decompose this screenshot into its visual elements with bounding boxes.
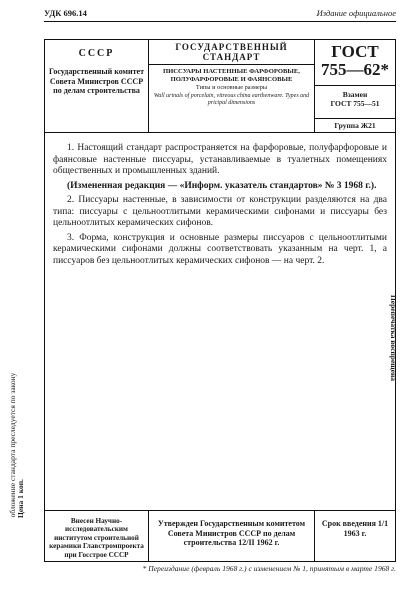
header-table: [44, 39, 396, 133]
replace-block: [315, 90, 395, 108]
left-vertical-note: обложение стандарта преследуется по закону: [8, 372, 17, 518]
footer-introduced: Внесен Научно-исследовательским институтом строительной керамики Главстромпроекта при Госстрое СССР: [45, 511, 149, 561]
replace-label: Взамен: [342, 90, 368, 99]
ussr-label: СССР: [78, 48, 115, 59]
top-rule: [44, 21, 396, 22]
gost-number: 755—62*: [321, 60, 389, 79]
types-label: Типы и основные размеры: [195, 84, 268, 92]
footer-table: [44, 510, 396, 562]
gost-box: [315, 40, 395, 86]
english-title: Wall urinals of porcelain, vitreous china earthenware. Types and pricipal dimensions: [153, 93, 310, 106]
header-right-column: [315, 40, 395, 132]
footer-effective-date: Срок введения 1/1 1963 г.: [321, 519, 389, 538]
standard-title: [149, 40, 314, 65]
paragraph-2: 2. Писсуары настенные, в зависимости от конструкции разделяются на два типа: писсуары с цельноотлитыми керамическими сифонами и писсуары без цельноотлитых керамических сифонов.: [53, 195, 387, 228]
gost-label: ГОСТ: [331, 42, 379, 61]
paragraph-1: 1. Настоящий стандарт распространяется на фарфоровые, полуфарфоровые и фаянсовые настенные писсуары, устанавливаемые в туалетных помещениях общественных и промышленных зданий.: [53, 143, 387, 176]
udk-code: УДК 696.14: [44, 8, 87, 18]
header-left-column: [45, 40, 149, 132]
standard-subtitle: ПИССУАРЫ НАСТЕННЫЕ ФАРФОРОВЫЕ, ПОЛУФАРФОРОВЫЕ И ФАЯНСОВЫЕ: [163, 68, 300, 83]
reprint-prohibited-label: Перепечатка воспрещена: [389, 294, 398, 382]
group-label: Группа Ж21: [315, 118, 395, 132]
committee-label: Государственный комитет Совета Министров СССР по делам строительства: [48, 67, 145, 95]
standard-title-line1: ГОСУДАРСТВЕННЫЙ: [175, 42, 288, 52]
footer-approved: Утвержден Государственным комитетом Совета Министров СССР по делам строительства 12/II 1962 г.: [149, 511, 315, 561]
paragraph-3: 3. Форма, конструкция и основные размеры писсуаров с цельноотлитыми керамическими сифонами должны соответствовать указанным на черт. 1, а писсуаров без цельноотлитых керамических сифонов — на черт. 2.: [53, 232, 387, 266]
body-text: [53, 143, 387, 270]
header-middle-column: [149, 40, 315, 132]
replace-value: ГОСТ 755—51: [330, 99, 380, 108]
footnote: * Переиздание (февраль 1968 г.) с изменением № 1, принятым в марте 1968 г.: [142, 564, 396, 573]
price-label: Цена 1 коп.: [16, 479, 25, 518]
changes-note: (Измененная редакция — «Информ. указатель стандартов» № 3 1968 г.).: [67, 180, 377, 191]
top-line: [44, 6, 396, 20]
standard-title-line2: СТАНДАРТ: [202, 52, 261, 62]
body-section: [44, 133, 396, 510]
edition-label: Издание официальное: [316, 8, 396, 18]
